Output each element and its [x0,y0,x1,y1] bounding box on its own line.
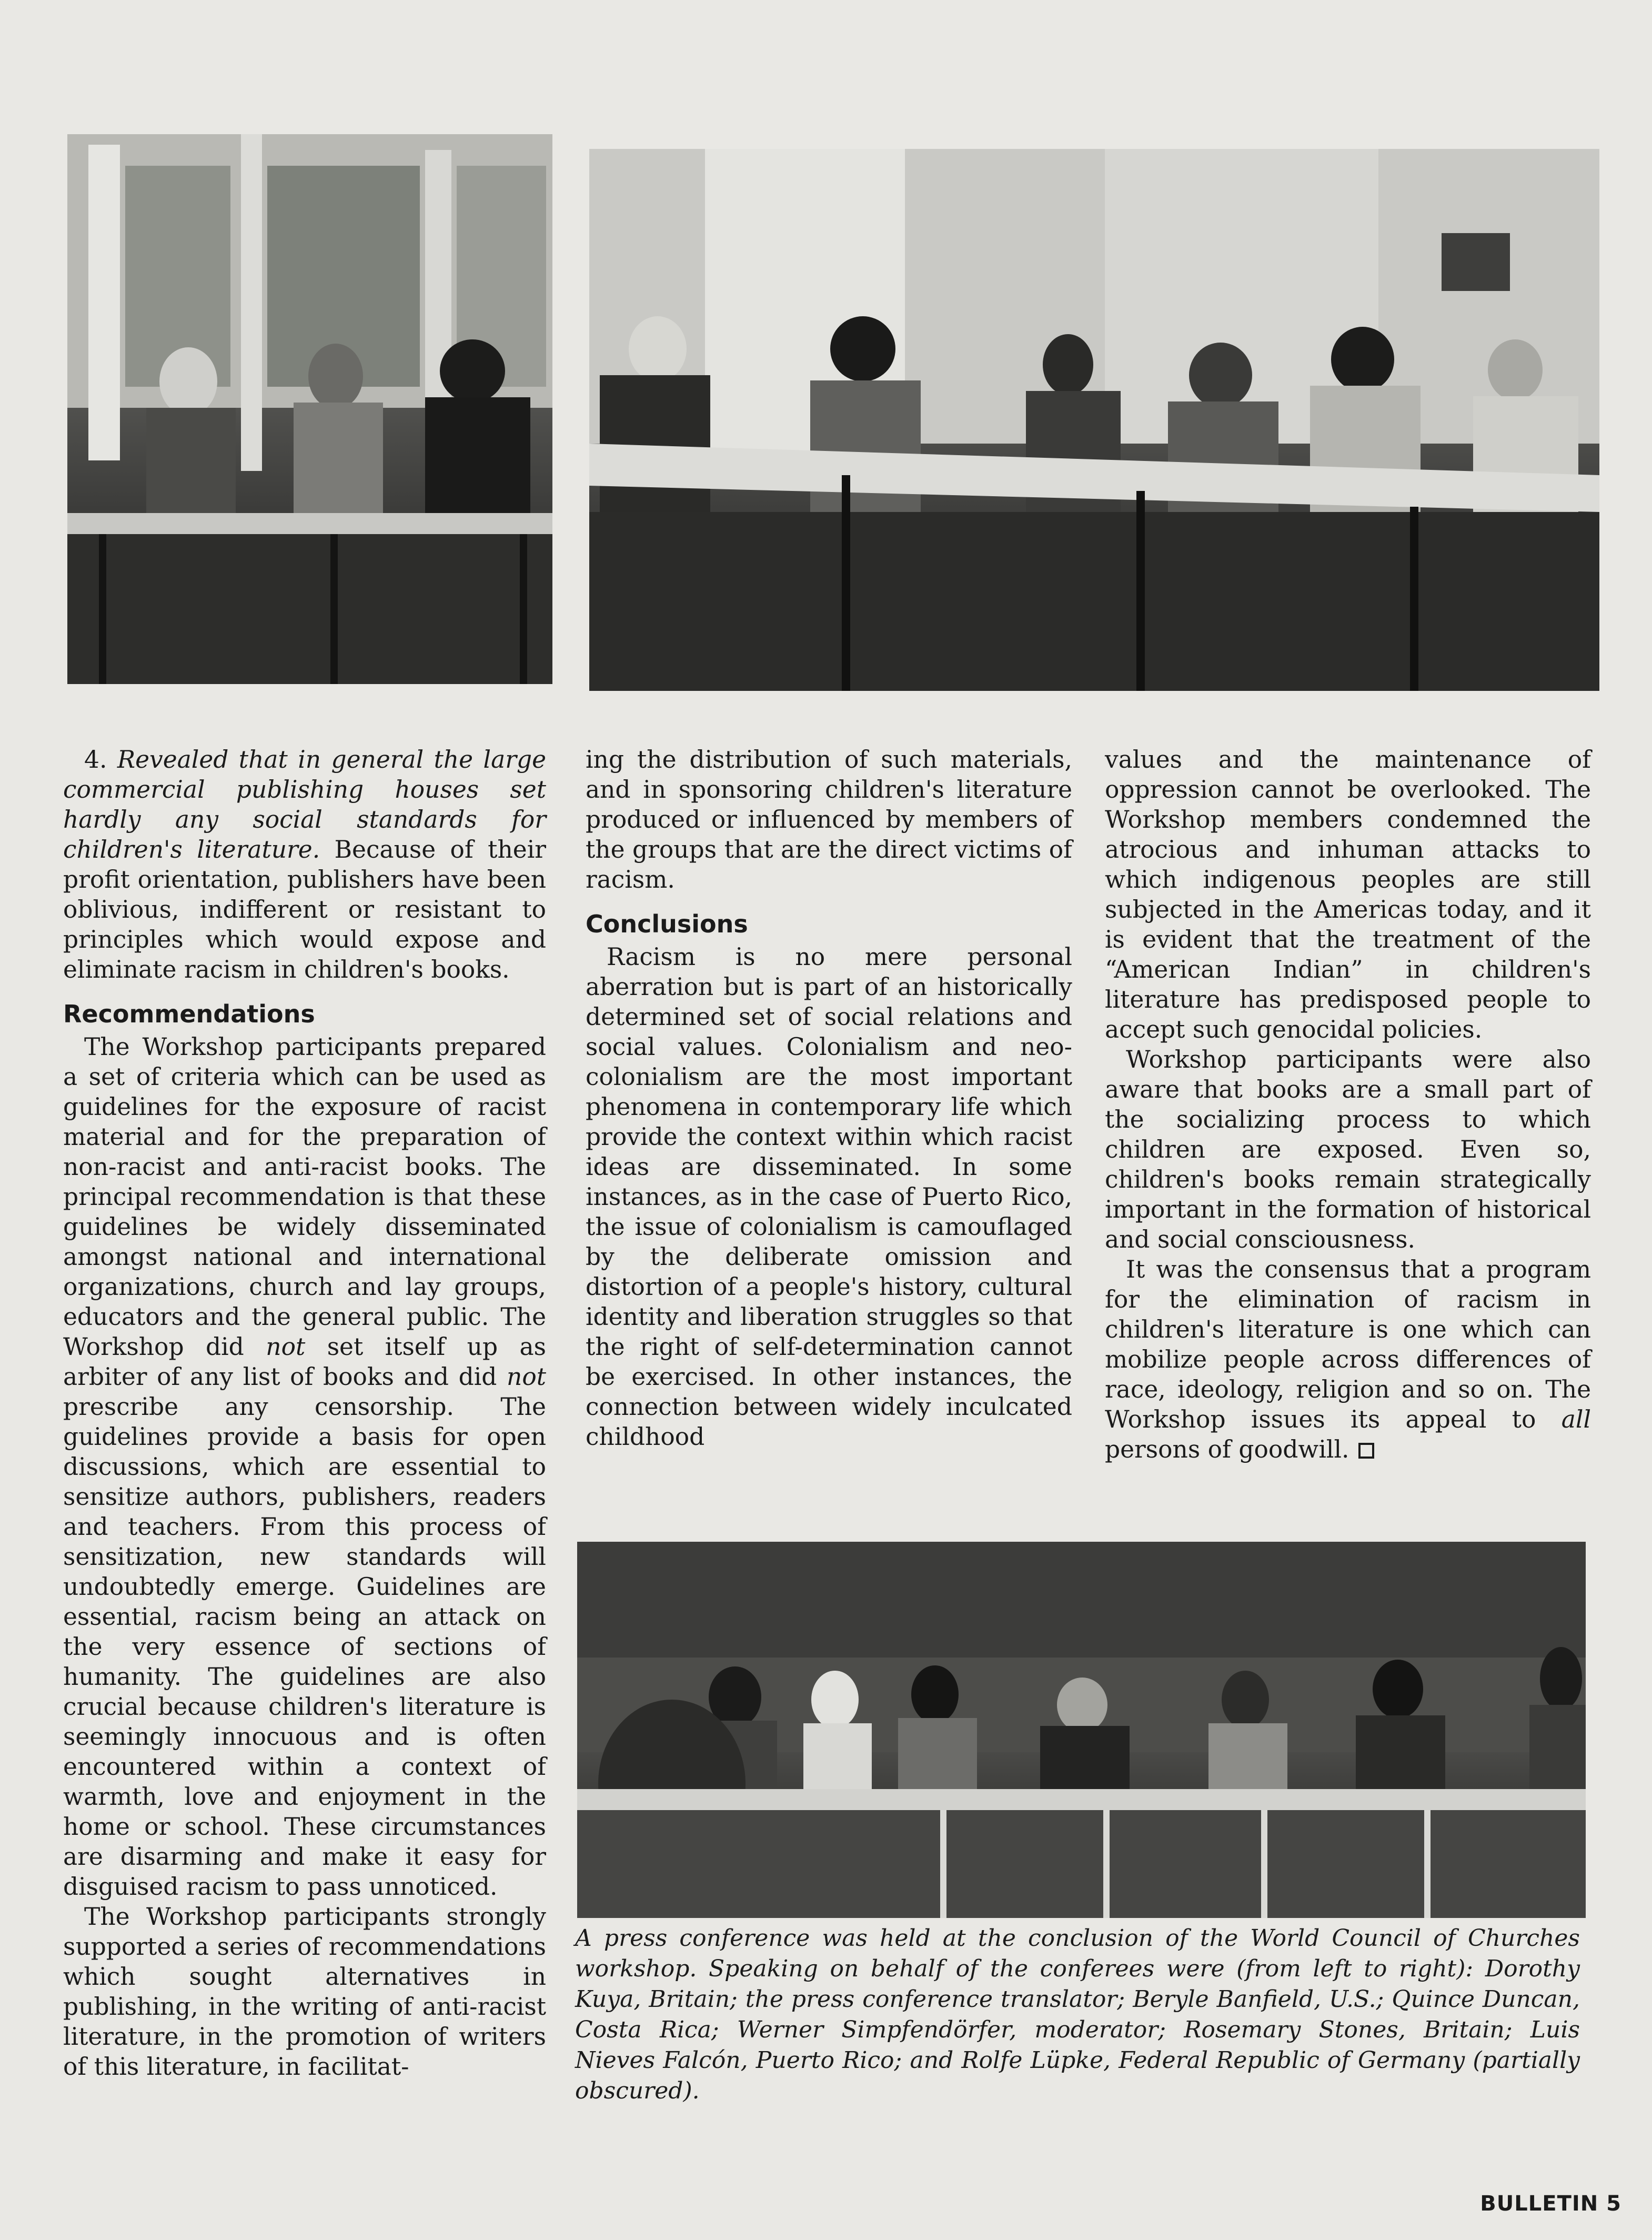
recommendations-heading: Recommendations [63,1000,315,1028]
column-3-paragraph-3 [1105,1254,1591,1464]
folio-label: BULLETIN [1480,2192,1599,2216]
item-4-number: 4. [84,746,107,774]
recommendations-paragraph-2: The Workshop participants strongly supported a series of recommendations which sought alternatives in publishing, in the writing of anti-racist literature, in the promotion of writers of this literature, in facilitat- [63,1903,546,2081]
conclusions-paragraph-1: Racism is no mere personal aberration but is part of an historically determined set of social relations and social values. Colonialism and neo-colonialism are the most important phenomena in contemporary life which provide the context within which racist ideas are disseminated. In some instances, as in the case of Puerto Rico, the issue of colonialism is camouflaged by the deliberate omission and distortion of a people's history, cultural identity and liberation struggles so that the right of self-determination cannot be exercised. In other instances, the connection between widely inculcated childhood [586,943,1072,1451]
rec-p1-text-b: set itself up as arbiter of any list of books and did [63,1333,546,1391]
page-folio [1480,2192,1621,2216]
item-4-paragraph [63,745,546,985]
column-3 [1105,745,1591,1464]
item-4-italic-text: Revealed that in general the large commercial publishing houses set hardly any social standards for children's literature. [63,746,546,863]
p3-emphasis-all: all [1561,1405,1591,1433]
photo-top-right [589,149,1599,691]
photo-workshop-participants-right [589,149,1599,691]
photo-top-left [67,134,552,684]
photo-workshop-participants-left [67,134,552,684]
rec-p1-text-a: The Workshop participants prepared a set of criteria which can be used as guidelines for the exposure of racist material and for the preparation of non-racist and anti-racist books. The principal recommendation is that these guidelines be widely disseminated amongst national and international organizations, church and lay groups, educators and the general public. The Workshop did [63,1033,546,1361]
column-2 [586,745,1072,1452]
page-number: 5 [1606,2192,1621,2216]
rec-p1-emphasis-not-2: not [507,1363,546,1391]
photo-caption: A press conference was held at the conclusion of the World Council of Churches workshop. Speaking on behalf of the conferees were (from left to right): Dorothy Kuya, Britain; the press conference translator; Beryle Banfield, U.S.; Quince Duncan, Costa Rica; Werner Simpfendörfer, moderator; Rosemary Stones, Britain; Luis Nieves Falcón, Puerto Rico; and Rolfe Lüpke, Federal Republic of Germany (partially obscured). [575,1925,1580,2104]
column-3-paragraph-2: Workshop participants were also aware that books are a small part of the socializing process to which children are exposed. Even so, children's books remain strategically important in the formation of historical and social consciousness. [1105,1046,1591,1253]
column-1 [63,745,546,2082]
recommendations-paragraph-1 [63,1032,546,1902]
item-4-text: Because of their profit orientation, publishers have been oblivious, indifferent or resistant to principles which would expose and eliminate racism in children's books. [63,836,546,983]
photo-press-conference [577,1542,1586,1918]
rec-p1-emphasis-not-1: not [266,1333,306,1361]
end-mark-box-icon [1358,1443,1374,1459]
p3-text-a: It was the consensus that a program for the elimination of racism in children's literature is one which can mobilize people across differences of race, ideology, religion and so on. The Workshop issues its appeal to [1105,1255,1591,1433]
column-3-continued-paragraph: values and the maintenance of oppression cannot be overlooked. The Workshop members condemned the atrocious and inhuman attacks to which indigenous peoples are still subjected in the Americas today, and it is evident that the treatment of the “American Indian” in children's literature has predisposed people to accept such genocidal policies. [1105,746,1591,1043]
p3-text-b: persons of goodwill. [1105,1435,1349,1463]
rec-p1-text-c: prescribe any censorship. The guidelines provide a basis for open discussions, which are essential to sensitize authors, publishers, readers and teachers. From this process of sensitization, new standards will undoubtedly emerge. Guidelines are essential, racism being an attack on the very essence of sections of humanity. The guidelines are also crucial because children's literature is seemingly innocuous and is often encountered within a context of warmth, love and enjoyment in the home or school. These circumstances are disarming and make it easy for disguised racism to pass unnoticed. [63,1393,546,1901]
column-2-continued-paragraph: ing the distribution of such materials, and in sponsoring children's literature produced or influenced by members of the groups that are the direct victims of racism. [586,746,1072,893]
conclusions-heading: Conclusions [586,910,748,938]
photo-bottom [577,1542,1586,1918]
